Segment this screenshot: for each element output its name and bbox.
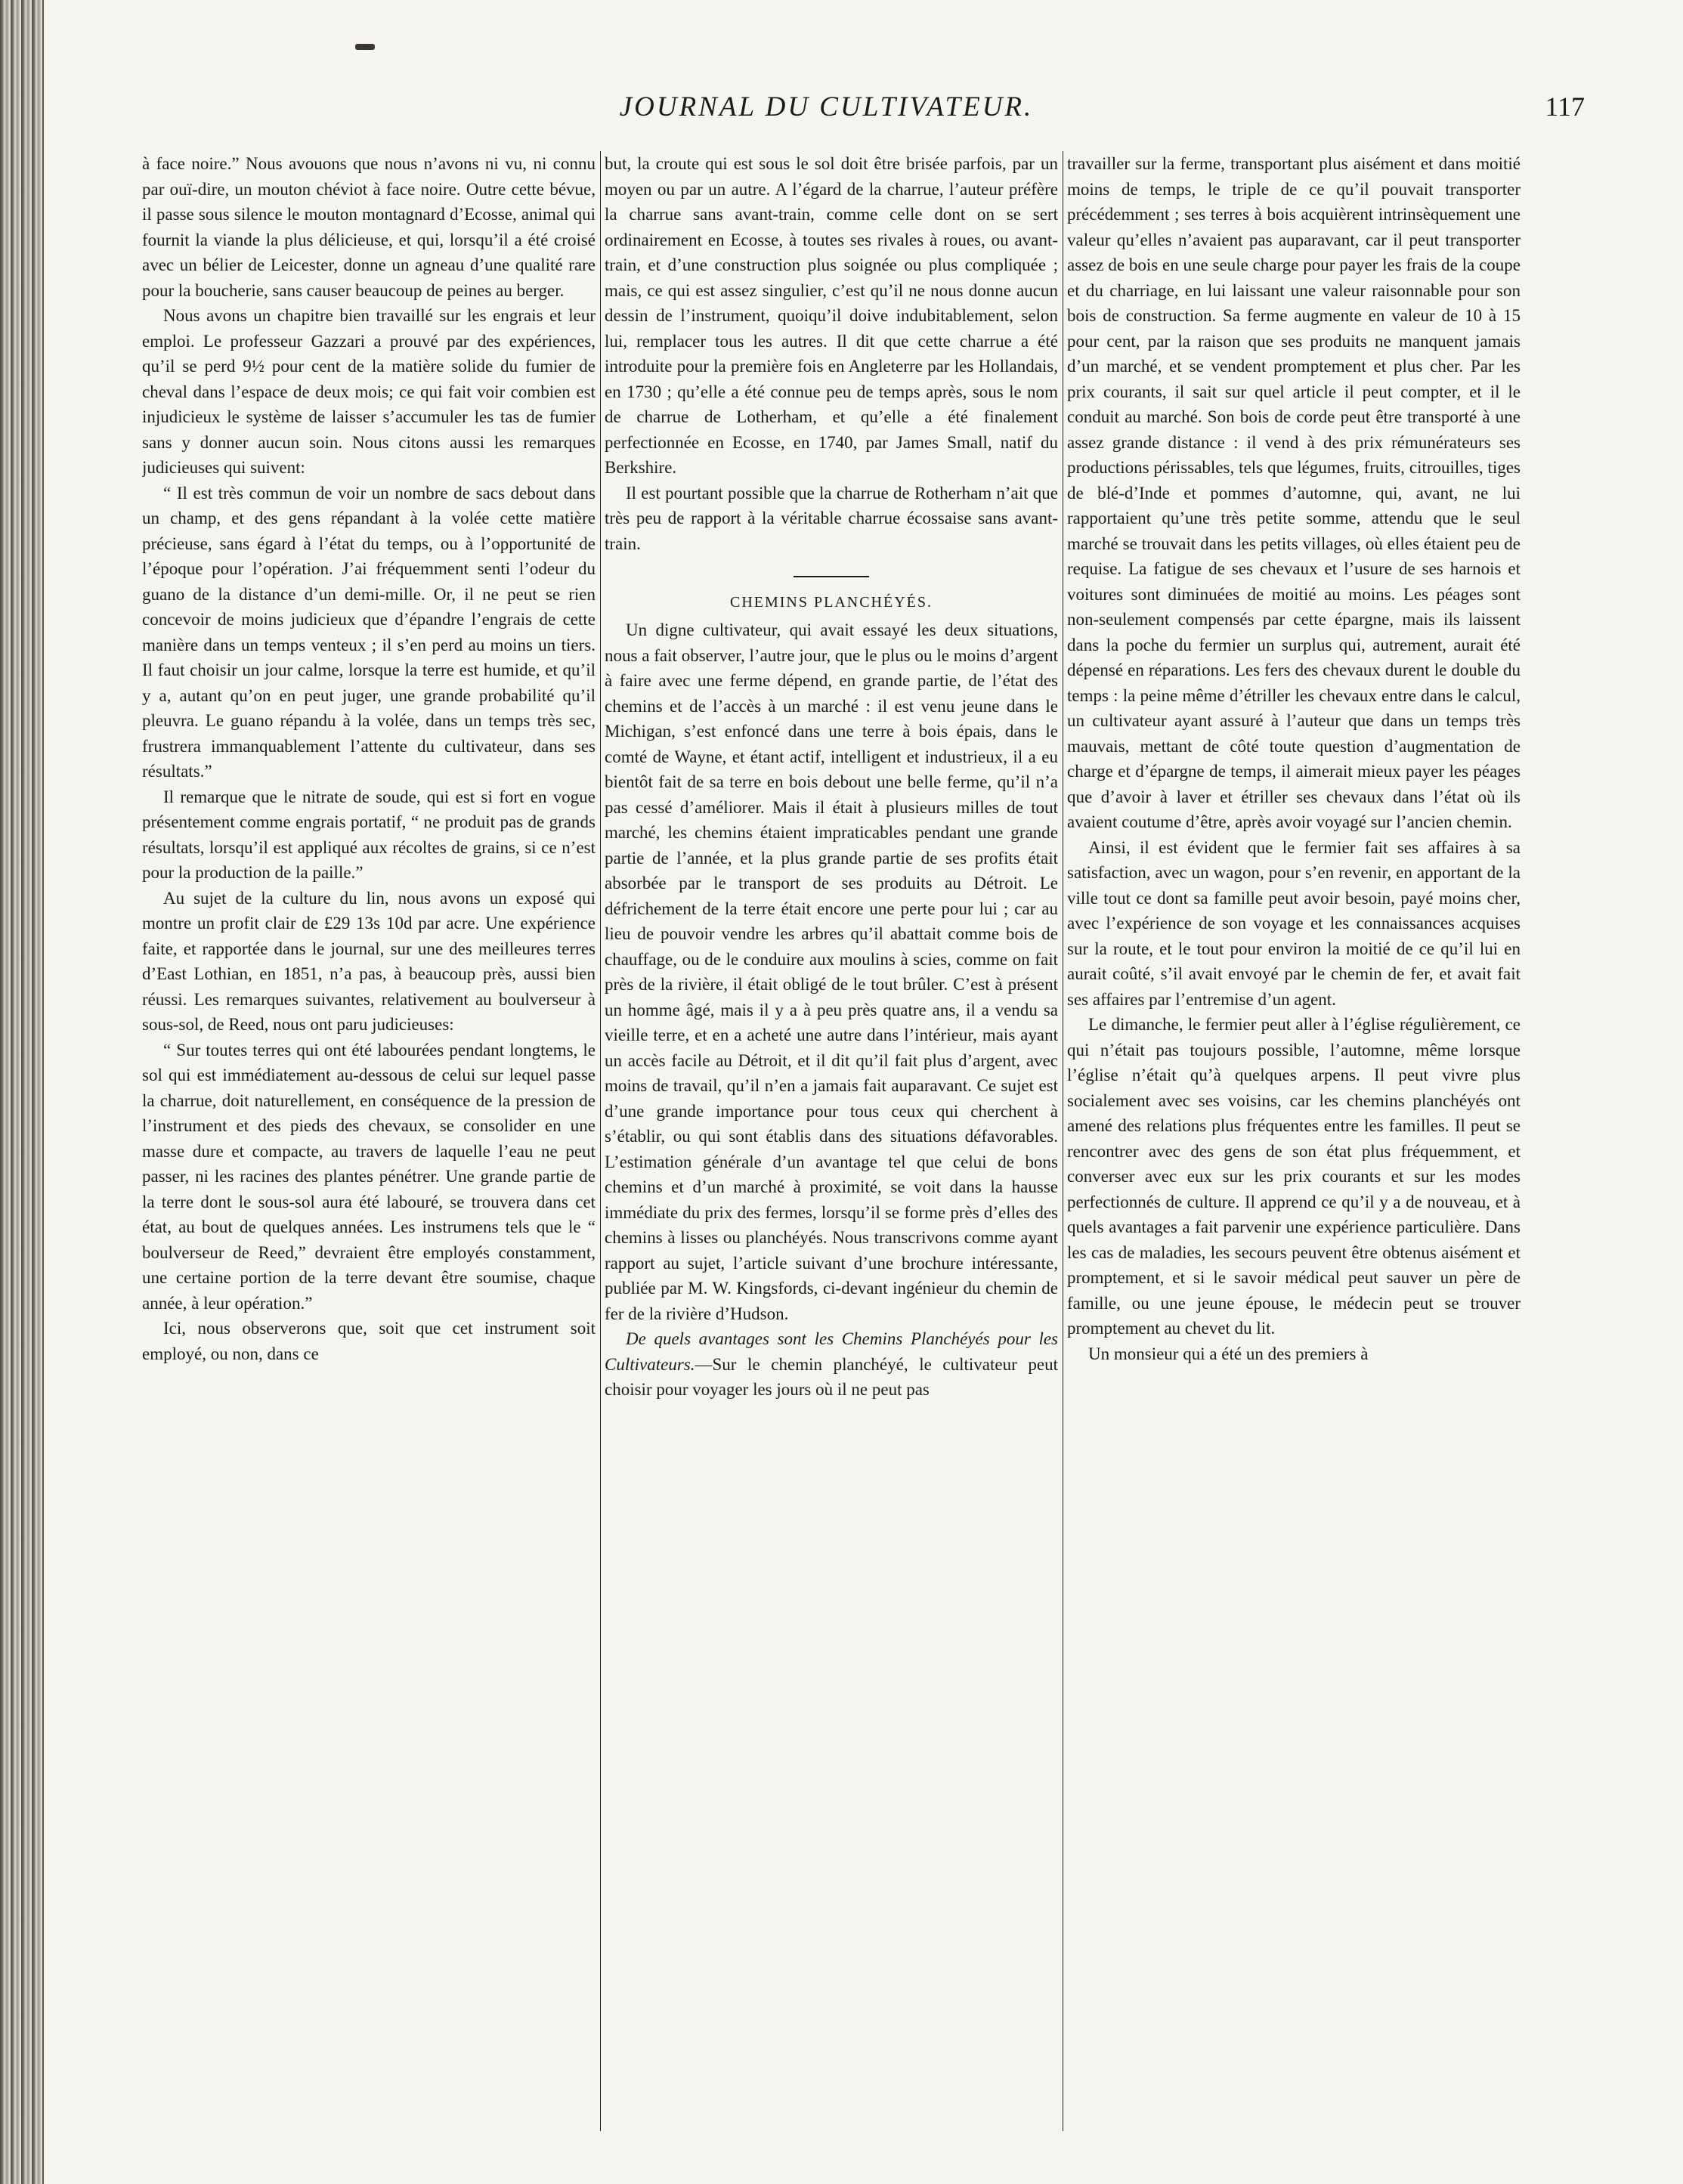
paragraph: Au sujet de la culture du lin, nous avons un exposé qui montre un profit clair de £29 13s 10d par acre. Une expérience faite, et rapportée dans le journal, sur une des meilleures terres d’East Lothian, en 1851, n’a pas, à beaucoup près, aussi bien réussi. Les remarques suivantes, relativement au boulverseur à sous-sol, de Reed, nous ont paru judicieuses: [142,888,596,1034]
column-1 [142,151,596,2116]
paragraph: but, la croute qui est sous le sol doit être brisée parfois, par un moyen ou par un autre. A l’égard de la charrue, l’auteur préfère la charrue sans avant-train, comme celle dont on se sert ordinairement en Ecosse, à toutes ses rivales à roues, ou avant-train, et d’une construction plus soignée ou plus compliquée ; mais, ce qui est assez singulier, c’est qu’il ne nous donne aucun dessin de l’instrument, quoiqu’il doive indubitablement, selon lui, remplacer tous les autres. Il dit que cette charrue a été introduite pour la première fois en Angleterre par les Hollandais, en 1730 ; qu’elle a été connue peu de temps après, sous le nom de charrue de Lotherham, et qu’elle a été finalement perfectionnée en Ecosse, en 1740, par James Small, natif du Berkshire. [605,154,1058,477]
column-2 [605,151,1058,2116]
article-paragraph [605,1326,1058,1403]
article-text: —Sur le chemin planchéyé, le cultivateur peut choisir pour voyager les jours où il ne peut pas [605,1354,1058,1399]
quote-paragraph: “ Il est très commun de voir un nombre de sacs debout dans un champ, et des gens répandant à la volée cette matière précieuse, sans égard à l’état du temps, ou à l’opportunité de l’époque pour l’opération. J’ai fréquemment senti l’odeur du guano de la distance d’un demi-mille. Or, il ne peut se rien concevoir de moins judicieux que d’épandre l’engrais de cette manière dans un temps venteux ; il s’en perd au moins un tiers. Il faut choisir un jour calme, lorsque la terre est humide, et qu’il y a, autant qu’on en peut juger, une grande probabilité qu’il pleuvra. Le guano répandu à la volée, dans un temps très sec, frustrera immanquablement l’attente du cultivateur, dans ses résultats.” [142,483,596,781]
page-header [68,91,1585,136]
page-binding-edge [0,0,44,2184]
paragraph: Il remarque que le nitrate de soude, qui est si fort en vogue présentement comme engrais portatif, “ ne produit pas de grands résultats, lorsqu’il est appliqué aux récoltes de grains, si ce n’est pour la production de la paille.” [142,787,596,882]
paragraph: Nous avons un chapitre bien travaillé sur les engrais et leur emploi. Le professeur Gazzari a prouvé par des expériences, qu’il se perd 9½ pour cent de la matière solide du fumier de cheval dans l’espace de deux mois; ce qui fait voir combien est injudicieux le système de laisser s’accumuler les tas de fumier sans y donner aucun soin. Nous citons aussi les remarques judicieuses qui suivent: [142,306,596,477]
paragraph: Le dimanche, le fermier peut aller à l’église régulièrement, ce qui n’était pas toujours possible, l’automne, même lorsque l’église n’était qu’à quelques arpens. Il peut vivre plus socialement avec ses voisins, car les chemins planchéyés ont amené des relations plus fréquentes entre les familles. Il peut se rencontrer avec des gens de son état plus fréquemment, et converser avec eux sur les prix courants et sur les modes perfectionnés de culture. Il apprend ce qu’il y a de nouveau, et à quels avantages a fait parvenir une expérience particulière. Dans les cas de maladies, les secours peuvent être obtenus aisément et promptement, et si le savoir médical peut sauver un père de famille, ou une jeune épouse, le médecin peut se trouver promptement au chevet du lit. [1067,1015,1521,1338]
page-number: 117 [1545,91,1585,122]
ink-speck [355,44,375,50]
section-divider [794,576,869,577]
paragraph: Un digne cultivateur, qui avait essayé les deux situations, nous a fait observer, l’autre jour, que le plus ou le moins d’argent à faire avec une ferme dépend, en grande partie, de l’état des chemins et de l’accès à un marché : il est venu jeune dans le Michigan, s’est enfoncé dans une terre à bois épais, dans le comté de Wayne, et étant actif, intelligent et industrieux, il a eu bientôt fait de sa terre en bois debout une belle ferme, qu’il n’a pas cessé d’améliorer. Mais il était à plusieurs milles de tout marché, les chemins étaient impraticables pendant une grande partie de l’année, et la plus grande partie de ses profits était absorbée par le transport de ses produits au Détroit. Le défrichement de la terre était encore une perte pour lui ; car au lieu de pouvoir vendre les arbres qu’il abattait comme bois de chauffage, ou de le conduire aux moulins à scies, comme on fait près de la rivière, il était obligé de le tout brûler. C’est à présent un homme âgé, mais il y a à peu près quatre ans, il a vendu sa vieille terre, et en a acheté une autre dans l’intérieur, mais ayant un accès facile au Détroit, et il dit qu’il fait plus d’argent, avec moins de travail, qu’il n’en a jamais fait auparavant. Ce sujet est d’une grande importance pour tous ceux qui cherchent à s’établir, ou qui sont établis dans des situations défavorables. L’estimation générale d’un avantage tel que celui de bons chemins et d’un marché à proximité, se voit dans la hausse immédiate du prix des fermes, lorsqu’il se forme près d’elles des chemins à lisses ou planchéyés. Nous transcrivons comme ayant rapport au sujet, l’article suivant d’une brochure intéressante, publiée par M. W. Kingsfords, ci-devant ingénieur du chemin de fer de la rivière d’Hudson. [605,620,1058,1323]
paragraph: Ainsi, il est évident que le fermier fait ses affaires à sa satisfaction, avec un wagon, pour s’en revenir, en apportant de la ville tout ce dont sa famille peut avoir besoin, payé moins cher, avec l’expérience de son voyage et les connaissances acquises sur la route, et le tout pour environ la moitié de ce qu’il lui en aurait coûté, s’il avait envoyé par le chemin de fer, et avait fait ses affaires par l’entremise d’un agent. [1067,837,1521,1009]
paragraph: Ici, nous observerons que, soit que cet instrument soit employé, ou non, dans ce [142,1319,596,1363]
paragraph: travailler sur la ferme, transportant plus aisément et dans moitié moins de temps, le triple de ce qu’il pouvait transporter précédemment ; ses terres à bois acquièrent intrinsèquement une valeur qu’elles n’avaient pas auparavant, car il peut transporter assez de bois en une seule charge pour payer les frais de la coupe et du charriage, en lui laissant une valeur raisonnable pour son bois de construction. Sa ferme augmente en valeur de 10 à 15 pour cent, par la raison que ses produits ne manquent jamais d’un marché, et se vendent promptement et plus cher. Par les prix courants, il sait sur quel article il peut compter, et il le conduit au marché. Son bois de corde peut être transporté à une assez grande distance : il vend à des prix rémunérateurs ses productions périssables, tels que légumes, fruits, citrouilles, tiges de blé-d’Inde et pommes d’automne, qui, avant, ne lui rapportaient qu’une très petite somme, attendu que le seul marché se trouvait dans les petits villages, où elles étaient peu de requise. La fatigue de ses chevaux et l’usure de ses harnois et voitures sont diminuées de moitié au moins. Les péages sont non-seulement compensés par cette épargne, mais ils laissent dans la poche du fermier un surplus qui, autrement, aurait été dépensé en réparations. Les fers des chevaux durent le double du temps : la peine même d’étriller les chevaux entre dans le calcul, un cultivateur ayant assuré à l’auteur que dans un temps très mauvais, mettant de côté toute question d’augmentation de charge et d’épargne de temps, il aimerait mieux payer les péages que d’avoir à laver et étriller ses chevaux dans l’état où ils avaient coutume d’être, après avoir voyagé sur l’ancien chemin. [1067,154,1521,831]
text-columns [142,151,1525,2116]
quote-paragraph: “ Sur toutes terres qui ont été labourées pendant longtems, le sol qui est immédiatement au-dessous de celui sur lequel passe la charrue, doit naturellement, en conséquence de la pression de l’instrument et des pieds des chevaux, se consolider en une masse dure et compacte, au travers de laquelle l’eau ne peut passer, ni les racines des plantes pénétrer. Une grande partie de la terre dont le sous-sol aura été labouré, se trouvera dans cet état, au bout de quelques années. Les instrumens tels que le “ boulverseur de Reed,” devraient être employés constamment, une certaine portion de la terre devant être soumise, chaque année, à leur opération.” [142,1040,596,1313]
paragraph: Un monsieur qui a été un des premiers à [1088,1344,1369,1363]
section-title: CHEMINS PLANCHÉYÉS. [729,594,933,611]
paragraph: à face noire.” Nous avouons que nous n’avons ni vu, ni connu par ouï-dire, un mouton chéviot à face noire. Outre cette bévue, il passe sous silence le mouton montagnard d’Ecosse, animal qui fournit la viande la plus délicieuse, et qui, lorsqu’il a été croisé avec un bélier de Leicester, donne un agneau d’une qualité rare pour la boucherie, sans causer beaucoup de peines au berger. [142,154,596,300]
article-title: De quels avantages sont les Chemins Planchéyés pour les Cultivateurs. [605,1329,1058,1374]
column-3 [1067,151,1521,2116]
column-rule-left [600,151,601,2131]
running-title: JOURNAL DU CULTIVATEUR. [619,91,1034,122]
paragraph: Il est pourtant possible que la charrue de Rotherham n’ait que très peu de rapport à la véritable charrue écossaise sans avant-train. [605,483,1058,553]
